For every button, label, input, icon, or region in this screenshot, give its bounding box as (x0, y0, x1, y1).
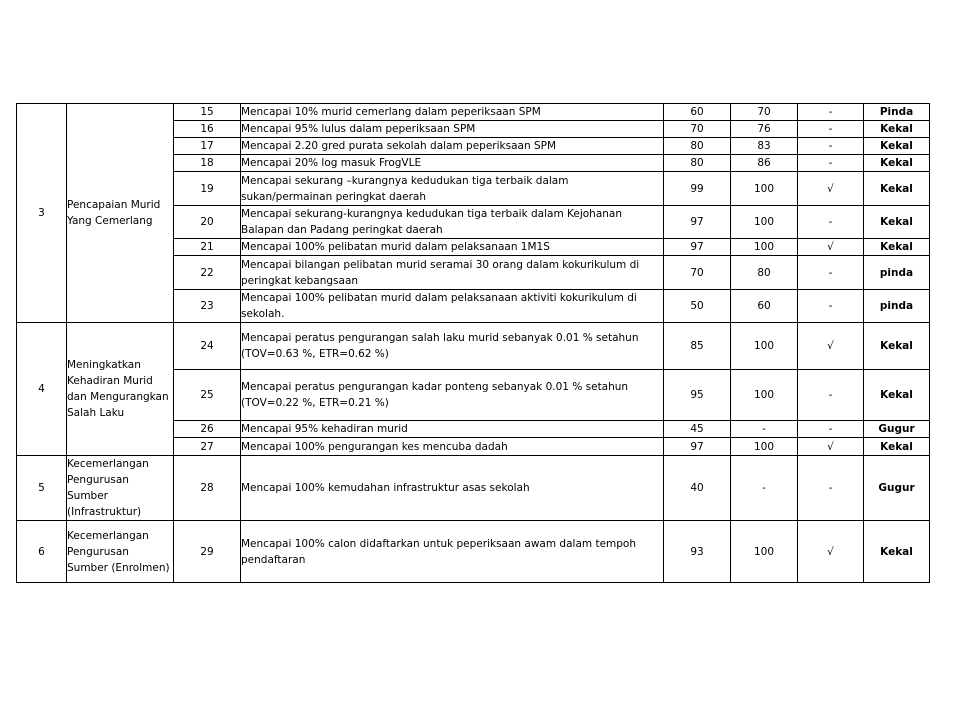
kpi-description: Mencapai 100% kemudahan infrastruktur asas sekolah (241, 456, 664, 521)
status-label: Gugur (864, 421, 930, 438)
kpi-number: 25 (174, 370, 241, 421)
kpi-number: 26 (174, 421, 241, 438)
kpi-number: 19 (174, 172, 241, 206)
status-label: Kekal (864, 370, 930, 421)
value-b: 83 (731, 138, 798, 155)
value-a: 97 (664, 206, 731, 239)
status-label: Pinda (864, 104, 930, 121)
value-b: 100 (731, 206, 798, 239)
value-b: 100 (731, 239, 798, 256)
kpi-number: 20 (174, 206, 241, 239)
kpi-description: Mencapai 95% lulus dalam peperiksaan SPM (241, 121, 664, 138)
achievement-mark: √ (798, 172, 864, 206)
value-b: 100 (731, 323, 798, 370)
achievement-mark: - (798, 206, 864, 239)
value-a: 95 (664, 370, 731, 421)
kpi-number: 27 (174, 438, 241, 456)
status-label: Kekal (864, 138, 930, 155)
achievement-mark: - (798, 104, 864, 121)
kpi-description: Mencapai bilangan pelibatan murid seramai 30 orang dalam kokurikulum di peringkat kebangsaan (241, 256, 664, 290)
value-a: 99 (664, 172, 731, 206)
kpi-description: Mencapai 20% log masuk FrogVLE (241, 155, 664, 172)
kpi-description: Mencapai 2.20 gred purata sekolah dalam peperiksaan SPM (241, 138, 664, 155)
status-label: pinda (864, 290, 930, 323)
value-b: 60 (731, 290, 798, 323)
value-a: 93 (664, 521, 731, 583)
value-a: 70 (664, 256, 731, 290)
group-number: 6 (17, 521, 67, 583)
value-a: 40 (664, 456, 731, 521)
table-row (17, 521, 930, 583)
achievement-mark: - (798, 421, 864, 438)
achievement-mark: - (798, 155, 864, 172)
focus-area: Meningkatkan Kehadiran Murid dan Mengurangkan Salah Laku (67, 323, 174, 456)
value-a: 45 (664, 421, 731, 438)
status-label: Kekal (864, 155, 930, 172)
group-number: 4 (17, 323, 67, 456)
kpi-number: 15 (174, 104, 241, 121)
value-b: 76 (731, 121, 798, 138)
kpi-description: Mencapai sekurang-kurangnya kedudukan tiga terbaik dalam Kejohanan Balapan dan Padang peringkat daerah (241, 206, 664, 239)
value-b: 70 (731, 104, 798, 121)
value-b: 100 (731, 521, 798, 583)
achievement-mark: - (798, 256, 864, 290)
achievement-mark: - (798, 138, 864, 155)
achievement-mark: - (798, 456, 864, 521)
status-label: Kekal (864, 206, 930, 239)
value-b: 100 (731, 370, 798, 421)
focus-area: Kecemerlangan Pengurusan Sumber (Enrolmen) (67, 521, 174, 583)
kpi-description: Mencapai 100% pengurangan kes mencuba dadah (241, 438, 664, 456)
kpi-number: 23 (174, 290, 241, 323)
table-row (17, 456, 930, 521)
value-a: 50 (664, 290, 731, 323)
kpi-number: 21 (174, 239, 241, 256)
kpi-number: 24 (174, 323, 241, 370)
value-b: - (731, 421, 798, 438)
status-label: Kekal (864, 172, 930, 206)
achievement-mark: √ (798, 239, 864, 256)
achievement-mark: - (798, 290, 864, 323)
value-a: 80 (664, 155, 731, 172)
status-label: Kekal (864, 521, 930, 583)
status-label: pinda (864, 256, 930, 290)
value-a: 80 (664, 138, 731, 155)
focus-area: Pencapaian Murid Yang Cemerlang (67, 104, 174, 323)
table-row (17, 104, 930, 121)
status-label: Kekal (864, 323, 930, 370)
kpi-number: 28 (174, 456, 241, 521)
value-a: 70 (664, 121, 731, 138)
kpi-table (16, 103, 930, 583)
kpi-description: Mencapai 100% pelibatan murid dalam pelaksanaan 1M1S (241, 239, 664, 256)
kpi-description: Mencapai peratus pengurangan kadar ponteng sebanyak 0.01 % setahun (TOV=0.22 %, ETR=0.21 %) (241, 370, 664, 421)
value-a: 60 (664, 104, 731, 121)
kpi-number: 29 (174, 521, 241, 583)
status-label: Kekal (864, 121, 930, 138)
value-b: 86 (731, 155, 798, 172)
kpi-description: Mencapai 10% murid cemerlang dalam peperiksaan SPM (241, 104, 664, 121)
value-b: 100 (731, 438, 798, 456)
kpi-number: 16 (174, 121, 241, 138)
kpi-number: 22 (174, 256, 241, 290)
focus-area: Kecemerlangan Pengurusan Sumber (Infrastruktur) (67, 456, 174, 521)
group-number: 3 (17, 104, 67, 323)
achievement-mark: √ (798, 438, 864, 456)
group-number: 5 (17, 456, 67, 521)
status-label: Gugur (864, 456, 930, 521)
kpi-description: Mencapai 100% calon didaftarkan untuk peperiksaan awam dalam tempoh pendaftaran (241, 521, 664, 583)
kpi-description: Mencapai sekurang –kurangnya kedudukan tiga terbaik dalam sukan/permainan peringkat daerah (241, 172, 664, 206)
status-label: Kekal (864, 438, 930, 456)
achievement-mark: √ (798, 521, 864, 583)
kpi-description: Mencapai 100% pelibatan murid dalam pelaksanaan aktiviti kokurikulum di sekolah. (241, 290, 664, 323)
value-b: 80 (731, 256, 798, 290)
value-b: 100 (731, 172, 798, 206)
status-label: Kekal (864, 239, 930, 256)
value-a: 97 (664, 438, 731, 456)
value-b: - (731, 456, 798, 521)
value-a: 97 (664, 239, 731, 256)
value-a: 85 (664, 323, 731, 370)
achievement-mark: - (798, 121, 864, 138)
achievement-mark: √ (798, 323, 864, 370)
table-row (17, 323, 930, 370)
kpi-number: 17 (174, 138, 241, 155)
kpi-description: Mencapai peratus pengurangan salah laku murid sebanyak 0.01 % setahun (TOV=0.63 %, ETR=0.62 %) (241, 323, 664, 370)
achievement-mark: - (798, 370, 864, 421)
kpi-description: Mencapai 95% kehadiran murid (241, 421, 664, 438)
kpi-number: 18 (174, 155, 241, 172)
